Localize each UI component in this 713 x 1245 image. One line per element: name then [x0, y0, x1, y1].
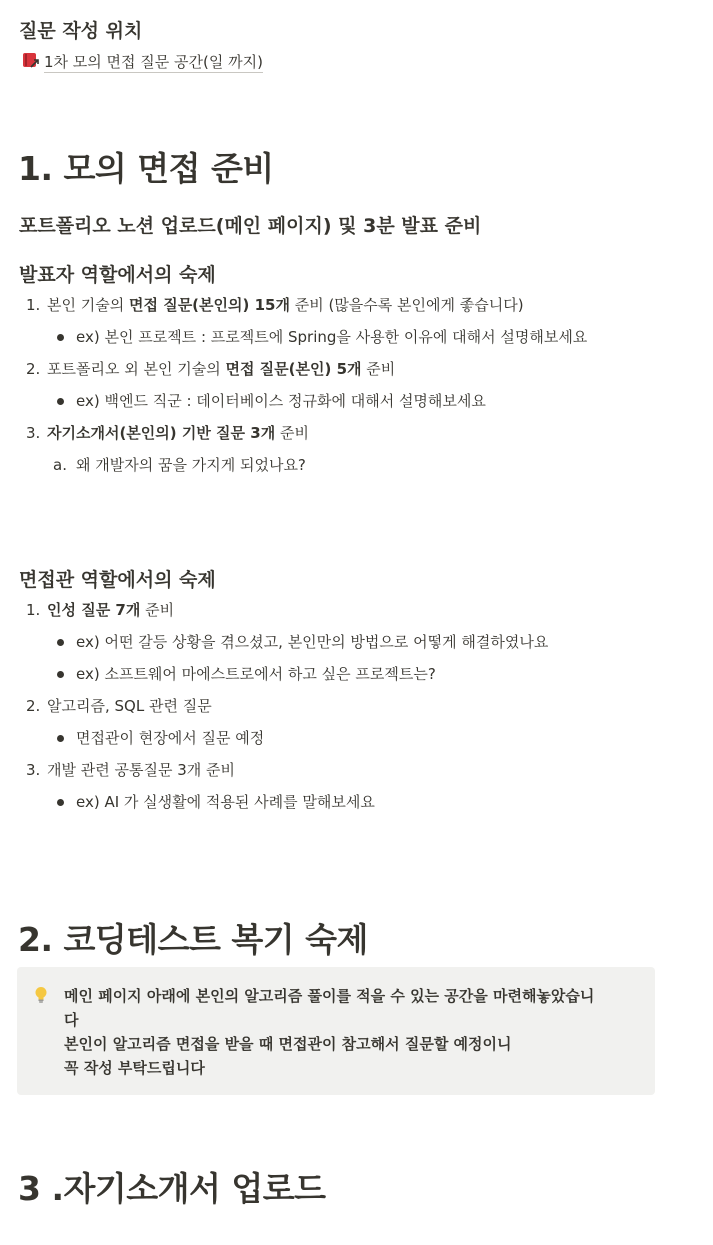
section3-title: 3 .자기소개서 업로드: [18, 1169, 326, 1208]
list-number: 2.: [26, 360, 41, 378]
list-subitem-text: 면접관이 현장에서 질문 예정: [76, 729, 265, 747]
list-subitem-text: ex) AI 가 실생활에 적용된 사례를 말해보세요: [76, 793, 375, 811]
list-subitem-text: ex) 소프트웨어 마에스트로에서 하고 싶은 프로젝트는?: [76, 665, 436, 683]
list-number: 3.: [26, 761, 41, 779]
list-subitem-text: ex) 본인 프로젝트 : 프로젝트에 Spring을 사용한 이유에 대해서 설명해보세요: [76, 328, 588, 346]
callout-box: [17, 967, 655, 1095]
bullet-icon: [57, 671, 64, 678]
list-item-text: 인성 질문 7개 준비: [47, 601, 175, 619]
callout-line: 메인 페이지 아래에 본인의 알고리즘 풀이를 적을 수 있는 공간을 마련해놓았습니: [64, 987, 595, 1005]
section1-subtitle: 포트폴리오 노션 업로드(메인 페이지) 및 3분 발표 준비: [19, 215, 482, 237]
page-link-icon: [21, 51, 40, 74]
list-number: 3.: [26, 424, 41, 442]
bullet-icon: [57, 799, 64, 806]
list-number: 1.: [26, 601, 41, 619]
presenter-heading: 발표자 역할에서의 숙제: [19, 264, 216, 286]
list-item-text: 자기소개서(본인의) 기반 질문 3개 준비: [47, 424, 309, 442]
list-submarker: a.: [53, 456, 67, 474]
list-item-text: 개발 관련 공통질문 3개 준비: [47, 761, 236, 779]
location-heading: 질문 작성 위치: [19, 20, 143, 42]
section1-title: 1. 모의 면접 준비: [18, 149, 274, 188]
page-link[interactable]: [21, 51, 263, 74]
section2-title: 2. 코딩테스트 복기 숙제: [18, 920, 368, 959]
callout-text: [64, 984, 594, 1080]
page-link-label: 1차 모의 면접 질문 공간(일 까지): [44, 53, 263, 71]
bullet-icon: [57, 334, 64, 341]
list-number: 1.: [26, 296, 41, 314]
bullet-icon: [57, 735, 64, 742]
list-item-text: 포트폴리오 외 본인 기술의 면접 질문(본인) 5개 준비: [47, 360, 396, 378]
list-subitem-text: ex) 어떤 갈등 상황을 겪으셨고, 본인만의 방법으로 어떻게 해결하였나요: [76, 633, 549, 651]
lightbulb-icon: [34, 986, 48, 1008]
list-item-text: 알고리즘, SQL 관련 질문: [47, 697, 212, 715]
callout-line: 다: [64, 1011, 79, 1029]
list-number: 2.: [26, 697, 41, 715]
interviewer-heading: 면접관 역할에서의 숙제: [19, 569, 216, 591]
list-item-text: 본인 기술의 면접 질문(본인의) 15개 준비 (많을수록 본인에게 좋습니다): [47, 296, 524, 314]
list-subitem-text: ex) 백엔드 직군 : 데이터베이스 정규화에 대해서 설명해보세요: [76, 392, 486, 410]
callout-line: 꼭 작성 부탁드립니다: [64, 1059, 205, 1077]
callout-line: 본인이 알고리즘 면접을 받을 때 면접관이 참고해서 질문할 예정이니: [64, 1035, 512, 1053]
list-subitem-text: 왜 개발자의 꿈을 가지게 되었나요?: [76, 456, 306, 474]
bullet-icon: [57, 398, 64, 405]
bullet-icon: [57, 639, 64, 646]
